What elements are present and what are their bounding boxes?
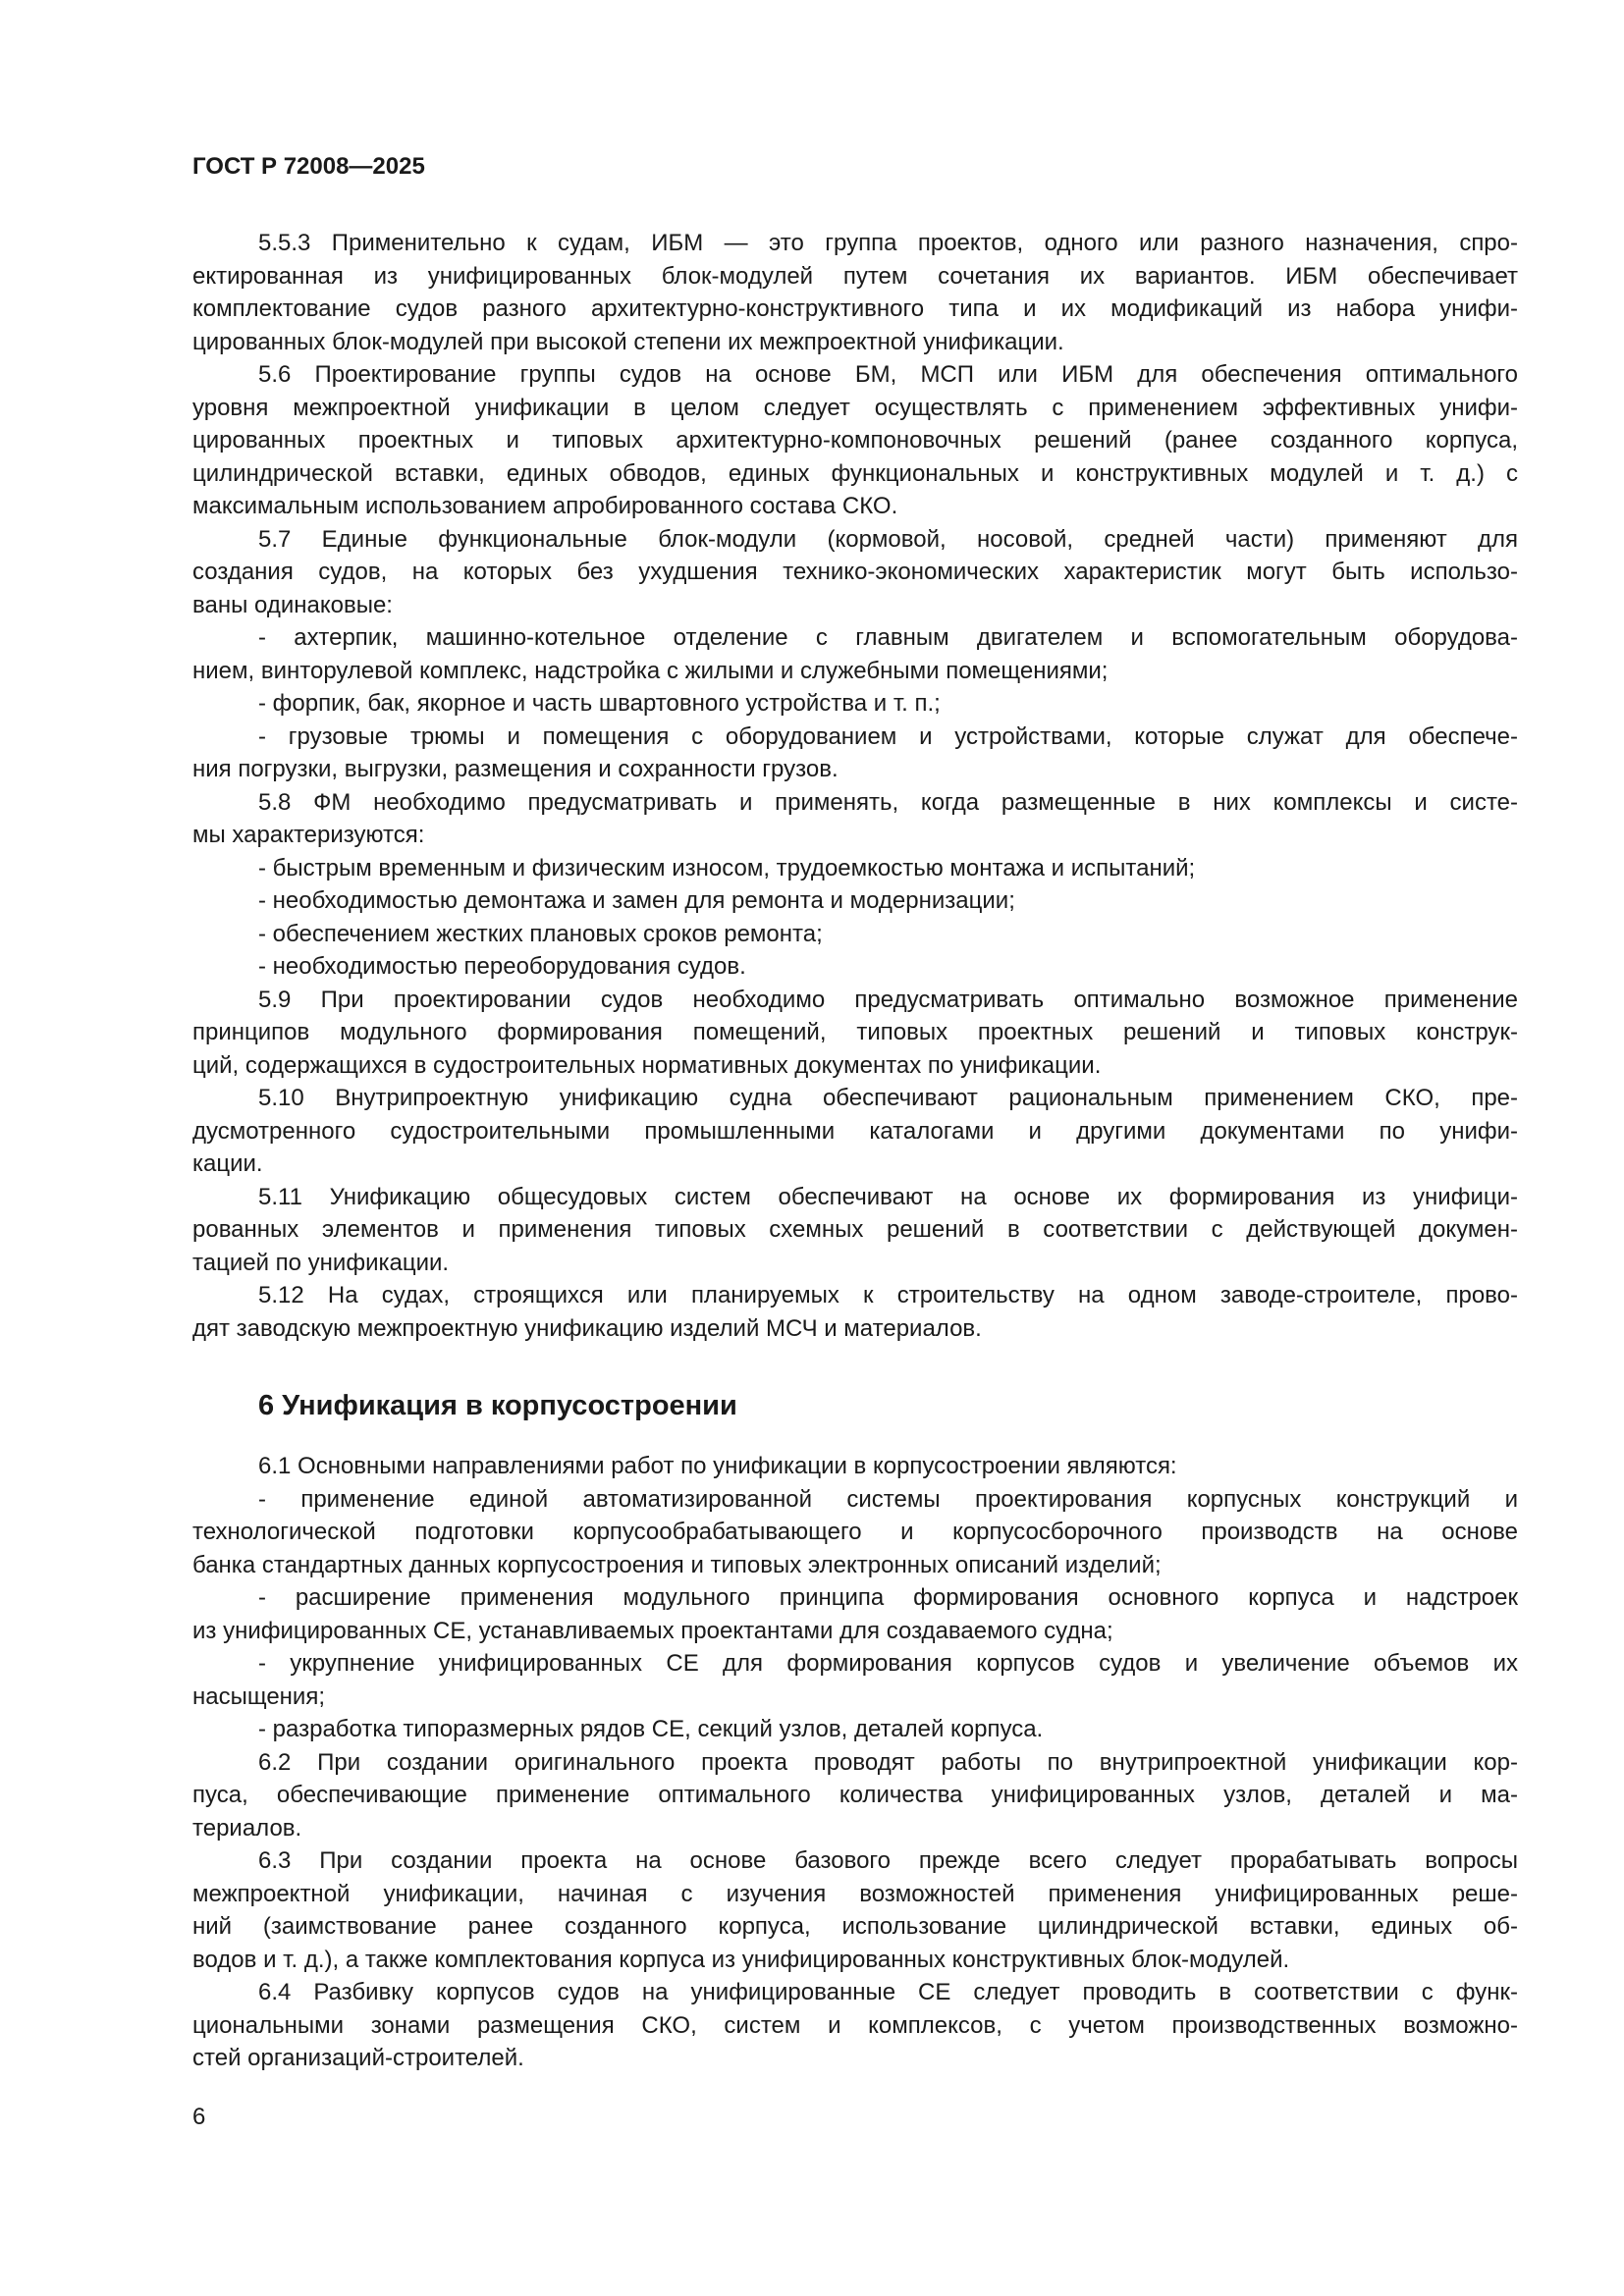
- text-line: - разработка типоразмерных рядов СЕ, секций узлов, деталей корпуса.: [258, 1716, 1044, 1742]
- text-line: 5.7 Единые функциональные блок-модули (кормовой, носовой, средней части) применяют для: [258, 525, 1518, 553]
- paragraph: [192, 1713, 1518, 1746]
- text-line: нием, винторулевой комплекс, надстройка с жилыми и служебными помещениями;: [192, 657, 1109, 684]
- text-line: создания судов, на которых без ухудшения технико-экономических характеристик могут быть использо-: [192, 559, 1518, 585]
- text-line: водов и т. д.), а также комплектования корпуса из унифицированных конструктивных блок-модулей.: [192, 1946, 1290, 1973]
- section-5-body: [192, 227, 1518, 1345]
- text-line: 6.2 При создании оригинального проекта проводят работы по внутрипроектной унификации кор-: [258, 1748, 1518, 1776]
- text-line: технологической подготовки корпусообрабатывающего и корпусосборочного производств на основе: [192, 1519, 1518, 1545]
- text-line: - применение единой автоматизированной системы проектирования корпусных конструкций и: [258, 1485, 1518, 1513]
- paragraph: [192, 852, 1518, 885]
- paragraph: [192, 358, 1518, 523]
- text-line: ваны одинаковые:: [192, 591, 393, 618]
- text-line: 5.8 ФМ необходимо предусматривать и применять, когда размещенные в них комплексы и систе-: [258, 788, 1518, 816]
- section-6-heading: 6 Унификация в корпусостроении: [258, 1390, 737, 1421]
- paragraph: [192, 1483, 1518, 1582]
- text-line: - форпик, бак, якорное и часть швартовного устройства и т. п.;: [258, 690, 941, 717]
- text-line: 6.4 Разбивку корпусов судов на унифицированные СЕ следует проводить в соответствии с функ-: [258, 1979, 1518, 2005]
- text-line: - расширение применения модульного принципа формирования основного корпуса и надстроек: [258, 1584, 1518, 1611]
- text-line: 5.9 При проектировании судов необходимо предусматривать оптимально возможное применение: [258, 986, 1518, 1013]
- text-line: ций, содержащихся в судостроительных нормативных документах по унификации.: [192, 1051, 1102, 1079]
- text-line: - обеспечением жестких плановых сроков ремонта;: [258, 920, 823, 947]
- paragraph: [192, 523, 1518, 622]
- text-line: пуса, обеспечивающие применение оптимального количества унифицированных узлов, деталей и ма-: [192, 1782, 1518, 1808]
- paragraph: [192, 950, 1518, 984]
- text-line: 5.5.3 Применительно к судам, ИБМ — это группа проектов, одного или разного назначения, спро-: [258, 230, 1518, 256]
- text-line: 5.12 На судах, строящихся или планируемых к строительству на одном заводе-строителе, прово-: [258, 1282, 1518, 1308]
- text-line: ектированная из унифицированных блок-модулей путем сочетания их вариантов. ИБМ обеспечивает: [192, 262, 1518, 290]
- text-line: - необходимостью переоборудования судов.: [258, 953, 746, 980]
- paragraph: [192, 1450, 1518, 1483]
- text-line: цированных проектных и типовых архитектурно-компоновочных решений (ранее созданного корпуса,: [192, 427, 1518, 454]
- text-line: териалов.: [192, 1814, 302, 1842]
- text-line: - укрупнение унифицированных СЕ для формирования корпусов судов и увеличение объемов их: [258, 1650, 1518, 1677]
- paragraph: [192, 786, 1518, 852]
- paragraph: [192, 1647, 1518, 1713]
- text-line: 5.6 Проектирование группы судов на основе БМ, МСП или ИБМ для обеспечения оптимального: [258, 361, 1518, 388]
- paragraph: [192, 918, 1518, 951]
- text-line: принципов модульного формирования помещений, типовых проектных решений и типовых конструк-: [192, 1019, 1518, 1045]
- text-line: - грузовые трюмы и помещения с оборудованием и устройствами, которые служат для обеспече-: [258, 722, 1518, 750]
- paragraph: [192, 1844, 1518, 1976]
- paragraph: [192, 1581, 1518, 1647]
- text-line: циональными зонами размещения СКО, систем и комплексов, с учетом производственных возможно-: [192, 2011, 1518, 2039]
- text-line: дят заводскую межпроектную унификацию изделий МСЧ и материалов.: [192, 1314, 982, 1342]
- text-line: 5.10 Внутрипроектную унификацию судна обеспечивают рациональным применением СКО, пре-: [258, 1085, 1518, 1111]
- paragraph: [192, 884, 1518, 918]
- document-designation: ГОСТ Р 72008—2025: [192, 153, 425, 180]
- text-line: - быстрым временным и физическим износом, трудоемкостью монтажа и испытаний;: [258, 854, 1196, 881]
- paragraph: [192, 721, 1518, 786]
- text-line: кации.: [192, 1150, 263, 1177]
- text-line: цилиндрической вставки, единых обводов, единых функциональных и конструктивных модулей и т. д.) с: [192, 459, 1518, 487]
- text-line: тацией по унификации.: [192, 1249, 450, 1276]
- paragraph: [192, 687, 1518, 721]
- paragraph: [192, 621, 1518, 687]
- text-line: ний (заимствование ранее созданного корпуса, использование цилиндрической вставки, единых об-: [192, 1913, 1518, 1940]
- text-line: дусмотренного судостроительными промышленными каталогами и другими документами по унифи-: [192, 1117, 1518, 1145]
- section-6-body: [192, 1450, 1518, 2075]
- text-line: - ахтерпик, машинно-котельное отделение с главным двигателем и вспомогательным оборудова-: [258, 624, 1518, 651]
- text-line: ния погрузки, выгрузки, размещения и сохранности грузов.: [192, 756, 839, 782]
- paragraph: [192, 1746, 1518, 1845]
- paragraph: [192, 1082, 1518, 1181]
- paragraph: [192, 1976, 1518, 2075]
- text-line: 6.3 При создании проекта на основе базового прежде всего следует прорабатывать вопросы: [258, 1847, 1518, 1874]
- text-line: - необходимостью демонтажа и замен для ремонта и модернизации;: [258, 887, 1015, 914]
- text-line: мы характеризуются:: [192, 822, 425, 848]
- paragraph: [192, 1279, 1518, 1345]
- text-line: цированных блок-модулей при высокой степени их межпроектной унификации.: [192, 328, 1064, 355]
- text-line: 5.11 Унификацию общесудовых систем обеспечивают на основе их формирования из унифици-: [258, 1183, 1518, 1210]
- paragraph: [192, 984, 1518, 1083]
- text-line: банка стандартных данных корпусостроения и типовых электронных описаний изделий;: [192, 1551, 1162, 1578]
- text-line: стей организаций-строителей.: [192, 2045, 524, 2071]
- text-line: из унифицированных СЕ, устанавливаемых проектантами для создаваемого судна;: [192, 1617, 1113, 1644]
- text-line: межпроектной унификации, начиная с изучения возможностей применения унифицированных реше-: [192, 1880, 1518, 1907]
- text-line: комплектование судов разного архитектурно-конструктивного типа и их модификаций из набора унифи-: [192, 295, 1518, 322]
- paragraph: [192, 1181, 1518, 1280]
- text-line: максимальным использованием апробированного состава СКО.: [192, 493, 898, 519]
- text-line: рованных элементов и применения типовых схемных решений в соответствии с действующей докумен-: [192, 1216, 1518, 1243]
- text-line: 6.1 Основными направлениями работ по унификации в корпусостроении являются:: [258, 1453, 1177, 1479]
- text-line: уровня межпроектной унификации в целом следует осуществлять с применением эффективных унифи-: [192, 394, 1518, 421]
- text-line: насыщения;: [192, 1682, 325, 1710]
- paragraph: [192, 227, 1518, 358]
- page-number: 6: [192, 2104, 206, 2130]
